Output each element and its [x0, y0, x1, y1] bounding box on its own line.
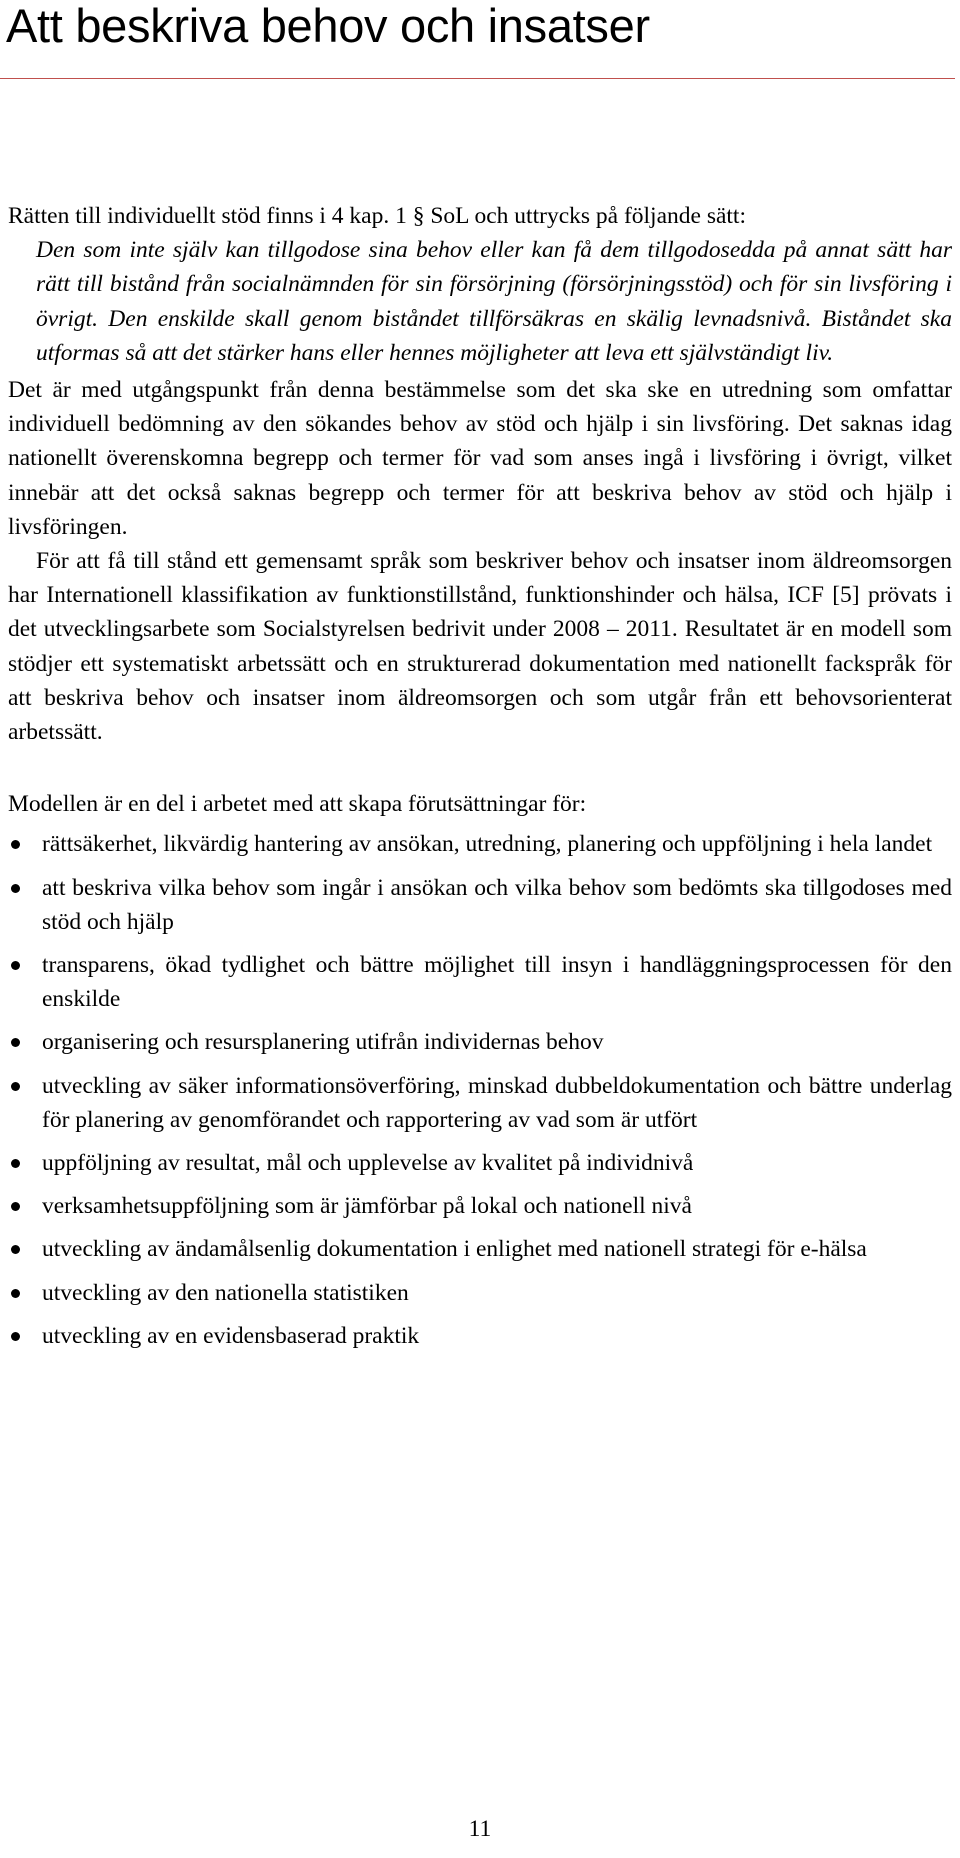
- list-item: [8, 1069, 952, 1137]
- document-body: [8, 199, 952, 1362]
- bullet-icon: [11, 1082, 20, 1091]
- bullet-icon: [11, 1289, 20, 1298]
- list-item-text: att beskriva vilka behov som ingår i ansökan och vilka behov som bedömts ska tillgodoses med stöd och hjälp: [42, 874, 952, 935]
- bullet-icon: [11, 1245, 20, 1254]
- list-item-text: rättsäkerhet, likvärdig hantering av ansökan, utredning, planering och uppföljning i hela landet: [42, 831, 933, 858]
- list-item: [8, 1146, 952, 1180]
- list-item-text: uppföljning av resultat, mål och upplevelse av kvalitet på individnivå: [42, 1150, 694, 1177]
- list-item-text: utveckling av ändamålsenlig dokumentation i enlighet med nationell strategi för e-hälsa: [42, 1236, 867, 1263]
- list-item: [8, 1025, 952, 1059]
- list-intro-paragraph: Modellen är en del i arbetet med att skapa förutsättningar för:: [8, 791, 587, 818]
- list-item-text: utveckling av en evidensbaserad praktik: [42, 1322, 420, 1349]
- law-quote: [8, 233, 952, 370]
- bullet-icon: [11, 1159, 20, 1168]
- list-item: [8, 948, 952, 1016]
- list-item-text: transparens, ökad tydlighet och bättre möjlighet till insyn i handläggningsprocessen för den enskilde: [42, 952, 952, 1013]
- prerequisites-list: [8, 827, 952, 1353]
- list-item: [8, 1189, 952, 1223]
- body-paragraph-2: För att få till stånd ett gemensamt språk som beskriver behov och insatser inom äldreomsorgen har Internationell klassifikation av funktionstillstånd, funktionshinder och hälsa, ICF [5] prövats i det utvecklingsarbete som Socialstyrelsen bedrivit under 2008 – 2011. Resultatet är en modell som stödjer ett systematiskt arbetssätt och en strukturerad dokumentation med nationellt fackspråk för att beskriva behov och insatser inom äldreomsorgen och som utgår från ett behovsorienterat arbetssätt.: [8, 548, 952, 746]
- list-item: [8, 827, 952, 861]
- list-item: [8, 1232, 952, 1266]
- list-item: [8, 871, 952, 939]
- title-underline-divider: [0, 78, 955, 79]
- bullet-icon: [11, 1202, 20, 1211]
- bullet-icon: [11, 1038, 20, 1047]
- list-item-text: verksamhetsuppföljning som är jämförbar på lokal och nationell nivå: [42, 1193, 692, 1220]
- bullet-icon: [11, 884, 20, 893]
- bullet-icon: [11, 961, 20, 970]
- bullet-icon: [11, 1332, 20, 1341]
- list-item-text: utveckling av säker informationsöverföring, minskad dubbeldokumentation och bättre underlag för planering av genomförandet och rapportering av vad som är utfört: [42, 1072, 952, 1133]
- list-item-text: utveckling av den nationella statistiken: [42, 1279, 409, 1306]
- page-number: 11: [468, 1816, 492, 1842]
- page-title: Att beskriva behov och insatser: [6, 0, 650, 52]
- list-item-text: organisering och resursplanering utifrån individernas behov: [42, 1029, 604, 1056]
- intro-paragraph: Rätten till individuellt stöd finns i 4 kap. 1 § SoL och uttrycks på följande sätt:: [8, 203, 746, 229]
- list-item: [8, 1276, 952, 1310]
- body-paragraph-1: Det är med utgångspunkt från denna bestämmelse som det ska ske en utredning som omfattar individuell bedömning av den sökandes behov av stöd och hjälp i sin livsföring. Det saknas idag nationellt överenskomna begrepp och termer för vad som anses ingå i livsföring i övrigt, vilket innebär att det också saknas begrepp och termer för att beskriva behov av stöd och hjälp i livsföringen.: [8, 377, 952, 540]
- law-quote-text: Den som inte själv kan tillgodose sina behov eller kan få dem tillgodosedda på annat sätt har rätt till bistånd från socialnämnden för sin försörjning (försörjningsstöd) och för sin livsföring i övrigt. Den enskilde skall genom biståndet tillförsäkras en skälig levnadsnivå. Biståndet ska utformas så att det stärker hans eller hennes möjligheter att leva ett självständigt liv.: [36, 237, 952, 366]
- list-item: [8, 1319, 952, 1353]
- bullet-icon: [11, 840, 20, 849]
